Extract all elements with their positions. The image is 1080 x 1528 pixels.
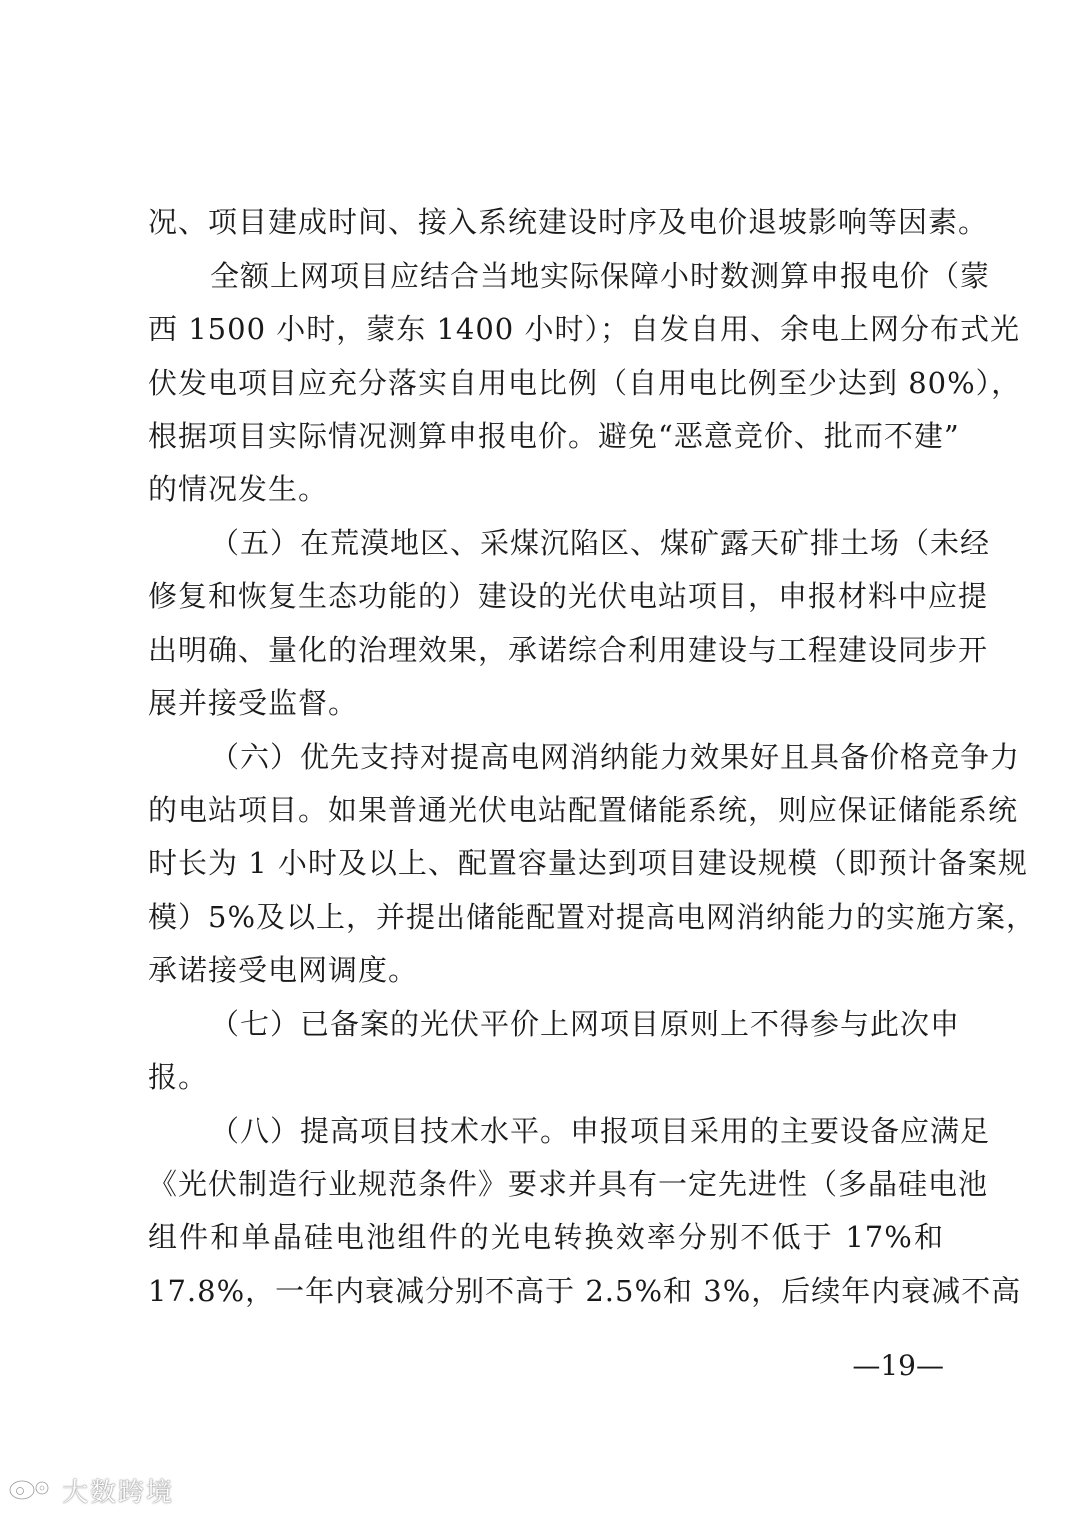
text-line: 《光伏制造行业规范条件》要求并具有一定先进性（多晶硅电池: [148, 1167, 989, 1201]
text-line: 报。: [148, 1060, 209, 1094]
page-number: —19—: [852, 1349, 944, 1382]
text-line: 根据项目实际情况测算申报电价。避免“恶意竞价、批而不建”: [148, 419, 960, 453]
text-line: 伏发电项目应充分落实自用电比例（自用电比例至少达到 80%），: [148, 366, 1022, 400]
text-line: 修复和恢复生态功能的）建设的光伏电站项目，申报材料中应提: [148, 579, 989, 613]
watermark: [8, 1470, 174, 1510]
text-line: 17.8%，一年内衰减分别不高于 2.5%和 3%，后续年内衰减不高: [148, 1274, 1022, 1308]
text-line: 模）5%及以上，并提出储能配置对提高电网消纳能力的实施方案，: [148, 900, 1037, 934]
text-line: 的电站项目。如果普通光伏电站配置储能系统，则应保证储能系统: [148, 793, 1019, 827]
text-line: 组件和单晶硅电池组件的光电转换效率分别不低于 17%和: [148, 1220, 944, 1254]
text-line: （五）在荒漠地区、采煤沉陷区、煤矿露天矿排土场（未经: [210, 526, 991, 560]
watermark-text: 大数跨境: [62, 1477, 175, 1508]
text-line: 西 1500 小时，蒙东 1400 小时）；自发自用、余电上网分布式光: [148, 312, 1020, 346]
text-line: （六）优先支持对提高电网消纳能力效果好且具备价格竞争力: [210, 740, 1021, 774]
text-line: 全额上网项目应结合当地实际保障小时数测算申报电价（蒙: [210, 259, 991, 293]
weibo-eye-icon: [8, 1473, 56, 1507]
text-line: （八）提高项目技术水平。申报项目采用的主要设备应满足: [210, 1114, 991, 1148]
text-line: 出明确、量化的治理效果，承诺综合利用建设与工程建设同步开: [148, 633, 989, 667]
text-line: （七）已备案的光伏平价上网项目原则上不得参与此次申: [210, 1007, 961, 1041]
text-line: 承诺接受电网调度。: [148, 953, 419, 987]
text-line: 展并接受监督。: [148, 686, 359, 720]
text-line: 况、项目建成时间、接入系统建设时序及电价退坡影响等因素。: [148, 205, 989, 239]
text-line: 的情况发生。: [148, 472, 329, 506]
text-line: 时长为 1 小时及以上、配置容量达到项目建设规模（即预计备案规: [148, 846, 1028, 880]
